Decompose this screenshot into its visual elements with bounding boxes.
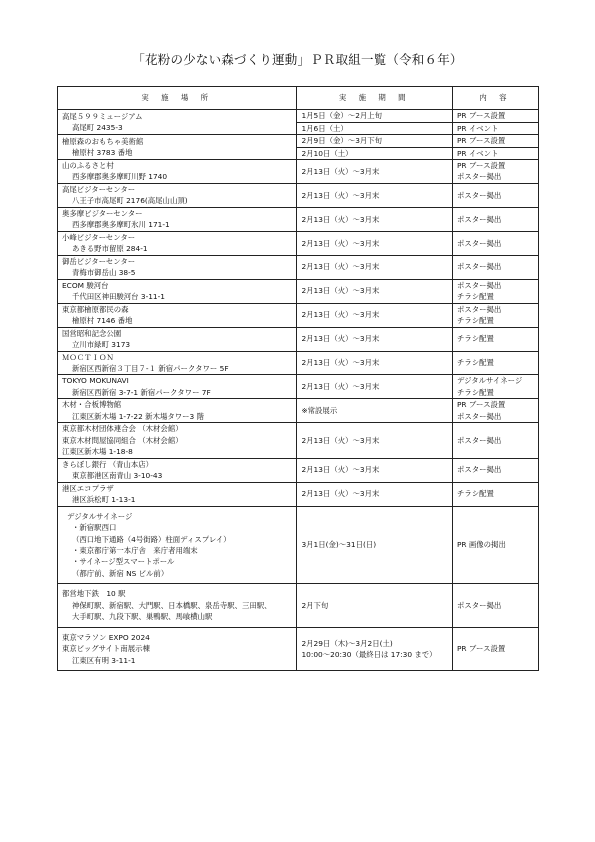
place-detail: （西口地下通路（4号街路）柱面ディスプレイ） (72, 534, 231, 544)
content-text: PR 画像の掲出 (456, 540, 506, 550)
period-cell (297, 207, 452, 231)
table-row (58, 423, 539, 458)
content-cell (452, 351, 538, 375)
period-cell (297, 255, 452, 279)
period-cell (297, 110, 452, 135)
period-text: 2月29日（木)～3月2日(土) (301, 638, 393, 648)
content-text: ポスター掲出 (456, 214, 502, 224)
place-name: 高尾５９９ミュージアム (62, 111, 143, 121)
table-row (58, 627, 539, 670)
content-cell (452, 506, 538, 584)
content-text: チラシ配置 (456, 489, 494, 499)
place-detail: 立川市緑町 3173 (72, 340, 131, 350)
pr-activities-table (57, 86, 539, 671)
table-row (58, 375, 539, 399)
place-cell (58, 303, 297, 327)
place-detail: 江東区有明 3-11-1 (72, 655, 136, 665)
content-cell (452, 482, 538, 506)
place-detail: 青梅市御岳山 38-5 (72, 268, 136, 278)
content-text: ポスター掲出 (456, 411, 502, 421)
content-text: チラシ配置 (456, 358, 494, 368)
place-detail: 八王子市高尾町 2176(高尾山山頂) (72, 196, 188, 206)
period-cell (297, 135, 452, 160)
table-row (58, 231, 539, 255)
place-name: 小峰ビジターセンター (62, 232, 136, 242)
period-cell (297, 327, 452, 351)
place-name: 東京都檜原都民の森 (62, 304, 129, 314)
period-text: 2月13日（火）～3月末 (301, 382, 380, 392)
place-detail: 東京ビッグサイト南展示棟 (62, 644, 150, 654)
period-cell (297, 183, 452, 207)
content-cell (452, 135, 538, 160)
content-cell (452, 207, 538, 231)
place-cell (58, 231, 297, 255)
content-text: ポスター掲出 (456, 190, 502, 200)
content-cell (452, 423, 538, 458)
period-cell (297, 351, 452, 375)
content-text: チラシ配置 (456, 292, 494, 302)
content-text: チラシ配置 (456, 334, 494, 344)
place-cell (58, 351, 297, 375)
content-text: PR ブース設置 (456, 400, 506, 410)
place-detail: 檜原村 7146 番地 (72, 316, 133, 326)
place-detail: 江東区新木場 1-7-22 新木場タワー3 階 (72, 411, 204, 421)
place-cell (58, 279, 297, 303)
table-row (58, 207, 539, 231)
table-row (58, 279, 539, 303)
period-text: 2月13日（火）～3月末 (301, 435, 380, 445)
content-text: ポスター掲出 (456, 238, 502, 248)
period-cell (297, 160, 452, 184)
table-row (58, 399, 539, 423)
period-text: 2月13日（火）～3月末 (301, 214, 380, 224)
period-text: 3月1日(金)～31日(日) (301, 540, 377, 550)
place-cell (58, 110, 297, 135)
content-cell (452, 303, 538, 327)
content-cell (452, 458, 538, 482)
place-detail: 東京都港区南青山 3-10-43 (72, 471, 163, 481)
period-cell (297, 303, 452, 327)
table-row (58, 255, 539, 279)
period-text: 1月5日（金）～2月上旬 (301, 111, 383, 120)
content-text: チラシ配置 (456, 387, 494, 397)
place-name: 東京マラソン EXPO 2024 (62, 632, 150, 642)
header-content: 内 容 (452, 87, 538, 110)
header-place: 実 施 場 所 (58, 87, 297, 110)
content-cell (452, 183, 538, 207)
content-cell (452, 160, 538, 184)
period-text: 2月9日（金）～3月下旬 (301, 136, 383, 145)
place-name: 御岳ビジターセンター (62, 256, 136, 266)
place-detail: 檜原村 3783 番地 (72, 148, 133, 157)
place-cell (58, 327, 297, 351)
content-text: ポスター掲出 (456, 465, 502, 475)
place-cell (58, 207, 297, 231)
place-name: TOKYO MOKUNAVI (62, 376, 129, 386)
period-text: 2月13日（火）～3月末 (301, 310, 380, 320)
place-name: 木材・合板博物館 (62, 400, 122, 410)
content-text: ポスター掲出 (456, 435, 502, 445)
place-name: ＭＯＣＴＩＯＮ (62, 352, 114, 362)
table-row (58, 160, 539, 184)
period-text: 2月13日（火）～3月末 (301, 190, 380, 200)
content-text: ポスター掲出 (456, 262, 502, 272)
place-detail: 大手町駅、九段下駅、巣鴨駅、馬喰横山駅 (72, 612, 213, 622)
content-text: PR ブース設置 (456, 136, 506, 145)
place-cell (58, 584, 297, 627)
place-detail: 江東区新木場 1-18-8 (62, 447, 133, 457)
table-header-row (58, 87, 539, 110)
place-name: 都営地下鉄 10 駅 (62, 589, 126, 599)
period-cell (297, 482, 452, 506)
period-cell (297, 399, 452, 423)
content-text: PR ブース設置 (456, 111, 506, 120)
period-cell (297, 584, 452, 627)
content-text: デジタルサイネージ (456, 376, 523, 386)
period-cell (297, 279, 452, 303)
place-cell (58, 482, 297, 506)
place-name: 檜原森のおもちゃ美術館 (62, 136, 144, 146)
table-row (58, 303, 539, 327)
place-name: 高尾ビジターセンター (62, 184, 136, 194)
period-text: 2月13日（火）～3月末 (301, 358, 380, 368)
period-text: 2月13日（火）～3月末 (301, 238, 380, 248)
content-cell (452, 375, 538, 399)
place-cell (58, 255, 297, 279)
table-row (58, 351, 539, 375)
content-cell (452, 110, 538, 135)
content-text: ポスター掲出 (456, 304, 502, 314)
place-cell (58, 423, 297, 458)
period-text: 2月13日（火）～3月末 (301, 286, 380, 296)
period-cell (297, 423, 452, 458)
place-cell (58, 506, 297, 584)
place-detail: 高尾町 2435-3 (72, 123, 123, 132)
place-detail: （都庁前、新宿 NS ビル前） (72, 568, 169, 578)
place-detail: 新宿区西新宿３丁目７-１ 新宿パークタワー 5F (72, 363, 229, 373)
place-cell (58, 458, 297, 482)
place-name: 奥多摩ビジターセンター (62, 208, 143, 218)
place-name: 国営昭和記念公園 (62, 328, 122, 338)
place-detail: 神保町駅、新宿駅、大門駅、日本橋駅、泉岳寺駅、三田駅、 (72, 600, 272, 610)
place-detail: 東京木材問屋協同組合 （木材会館） (62, 435, 183, 445)
table-row (58, 183, 539, 207)
place-cell (58, 183, 297, 207)
period-cell (297, 231, 452, 255)
content-text: PR ブース設置 (456, 161, 506, 170)
period-cell (297, 506, 452, 584)
content-cell (452, 327, 538, 351)
content-text: ポスター掲出 (456, 172, 502, 182)
period-text: 1月6日（土） (297, 122, 451, 135)
header-period: 実 施 期 間 (297, 87, 452, 110)
place-detail: 西多摩郡奥多摩町氷川 171-1 (72, 220, 170, 230)
table-row (58, 327, 539, 351)
table-row (58, 584, 539, 627)
content-cell (452, 627, 538, 670)
table-row (58, 110, 539, 135)
content-text: チラシ配置 (456, 316, 494, 326)
place-cell (58, 399, 297, 423)
content-cell (452, 399, 538, 423)
place-detail: 千代田区神田駿河台 3-11-1 (72, 292, 166, 302)
period-cell (297, 375, 452, 399)
place-name: ECOM 駿河台 (62, 280, 109, 290)
place-cell (58, 627, 297, 670)
period-text: 2月下旬 (301, 600, 329, 610)
period-text: 2月13日（火）～3月末 (301, 262, 380, 272)
place-cell (58, 375, 297, 399)
page-title: 「花粉の少ない森づくり運動」ＰＲ取組一覧（令和６年） (132, 52, 463, 67)
content-text: ポスター掲出 (456, 280, 502, 290)
content-text: PR イベント (453, 122, 538, 135)
place-detail: 新宿区西新宿 3-7-1 新宿パークタワー 7F (72, 387, 211, 397)
table-row (58, 458, 539, 482)
content-cell (452, 231, 538, 255)
period-cell (297, 458, 452, 482)
place-detail: ・サイネージ型スマートポール (72, 557, 175, 567)
content-cell (452, 279, 538, 303)
place-name: 山のふるさと村 (62, 161, 114, 170)
content-text: ポスター掲出 (456, 600, 502, 610)
content-cell (452, 584, 538, 627)
place-detail: あきる野市留原 284-1 (72, 244, 148, 254)
content-text: PR ブース設置 (456, 644, 506, 654)
place-cell (58, 135, 297, 160)
place-name: 東京都木材団体連合会 （木材会館） (62, 424, 183, 434)
place-detail: 港区浜松町 1-13-1 (72, 495, 136, 505)
table-row (58, 506, 539, 584)
content-cell (452, 255, 538, 279)
place-cell (58, 160, 297, 184)
place-detail: 西多摩郡奥多摩町川野 1740 (72, 172, 168, 182)
content-text: PR イベント (453, 147, 538, 160)
table-row (58, 482, 539, 506)
place-name: デジタルサイネージ (67, 511, 133, 521)
period-text: 2月13日（火）～3月末 (301, 166, 380, 176)
period-text: 2月13日（火）～3月末 (301, 489, 380, 499)
place-name: 港区エコプラザ (62, 483, 114, 493)
period-cell (297, 627, 452, 670)
place-detail: ・東京都庁第一本庁舎 来庁者用端末 (72, 546, 198, 555)
place-name: きらぼし銀行 （青山本店） (62, 459, 154, 469)
period-text: 2月13日（火）～3月末 (301, 465, 380, 475)
place-detail: ・新宿駅西口 (72, 523, 117, 533)
period-text: 10:00～20:30（最終日は 17:30 まで） (301, 650, 437, 660)
period-text: 2月13日（火）～3月末 (301, 334, 380, 344)
table-row (58, 135, 539, 160)
period-text: 2月10日（土） (297, 147, 451, 160)
period-text: ※常設展示 (301, 406, 338, 416)
